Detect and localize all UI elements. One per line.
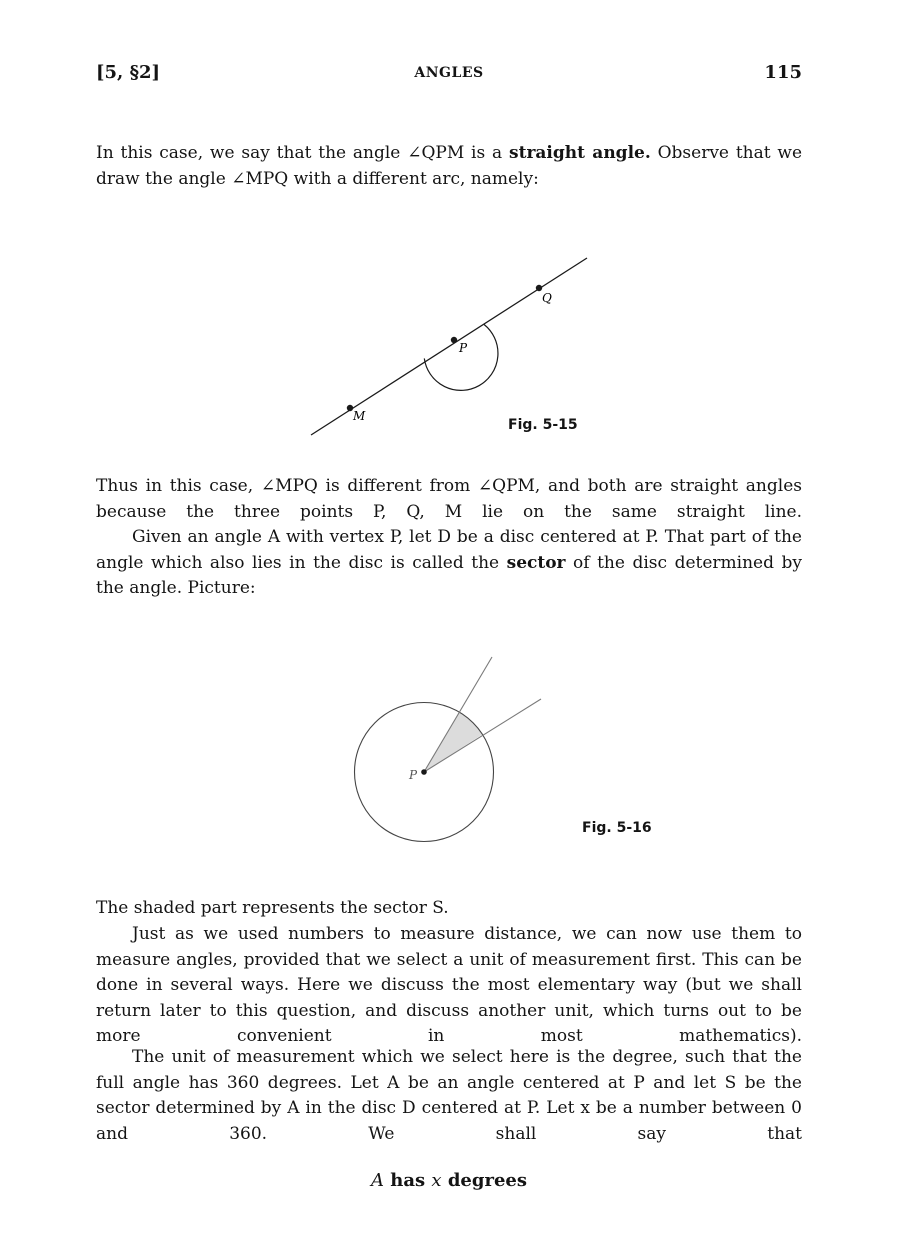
statement-text-2: degrees — [441, 1170, 527, 1191]
label-m: M — [353, 409, 366, 423]
p5-text: Just as we used numbers to measure distance, we can now use them to measure angles, provided that we select a unit of measurement first. This can be done in several ways. Here we discuss the most elementary way (but we shall return later to this question, and discuss another unit, which turns out to be more convenient in most mathematics). — [96, 924, 802, 1046]
p1-text-a: In this case, we say that the angle ∠QPM is a — [96, 143, 510, 163]
statement-text-1: has — [384, 1170, 432, 1191]
statement-var-x: x — [431, 1170, 442, 1191]
p4-text: The shaded part represents the sector S. — [96, 898, 449, 918]
p3-bold-term: sector — [506, 552, 566, 573]
label-q: Q — [542, 291, 552, 305]
vertex-p — [421, 769, 427, 775]
p3-text-a: Given an angle A with vertex P, let D be a disc centered at P. That part of the angle which also lies in the disc is called the — [96, 527, 802, 573]
page-number: 115 — [764, 62, 802, 83]
p6-text: The unit of measurement which we select here is the degree, such that the full angle has 360 degrees. Let A be an angle centered at P and let S be the sector determined by A in the disc D centered at P. Let x be a number between 0 and 360. We shall say that — [96, 1047, 802, 1144]
p1-bold-term: straight angle. — [509, 143, 651, 163]
figure-16-caption: Fig. 5-16 — [582, 820, 652, 836]
angle-ray-lower — [424, 699, 541, 772]
centered-statement — [96, 1170, 802, 1191]
p3-text-b: of the disc determined by the angle. Picture: — [96, 552, 802, 598]
p2-text: Thus in this case, ∠MPQ is different from ∠QPM, and both are straight angles because the three points P, Q, M lie on the same straight line. — [96, 476, 802, 522]
section-reference: [5, §2] — [96, 62, 161, 83]
label-p: P — [459, 341, 468, 355]
shaded-sector — [424, 712, 482, 772]
statement-var-a: A — [371, 1170, 384, 1191]
running-title: ANGLES — [414, 65, 484, 81]
paragraph-degree-unit — [96, 1045, 802, 1147]
label-p-16: P — [409, 768, 418, 782]
figure-15-caption: Fig. 5-15 — [508, 417, 578, 433]
paragraph-shaded-sector — [96, 896, 802, 922]
angle-ray-upper — [424, 657, 492, 772]
paragraph-measure-angles — [96, 922, 802, 1050]
p1-text-b: Observe that we draw the angle ∠MPQ with a different arc, namely: — [96, 143, 803, 189]
